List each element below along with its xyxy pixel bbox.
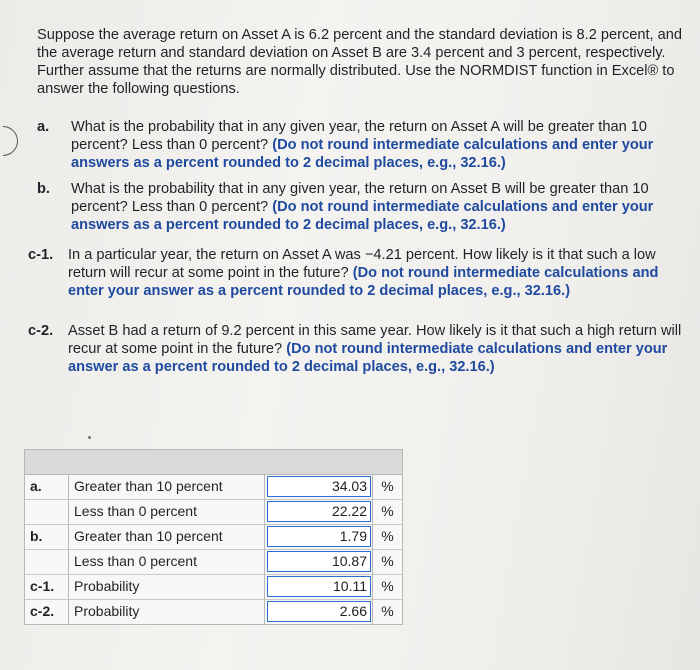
question-label: a. — [37, 119, 50, 135]
instruction-note: (Do not round intermediate calculations and enter your answer as a percent rounded to 2 decimal places, e.g., 32.16.) — [68, 341, 668, 375]
stray-dot — [88, 436, 91, 439]
instruction-note: (Do not round intermediate calculations and enter your answers as a percent rounded to 2 decimal places, e.g., 32.16.) — [71, 199, 654, 233]
table-row — [25, 599, 402, 624]
answer-table — [24, 449, 403, 625]
row-description: Probability — [68, 599, 264, 624]
table-header — [25, 450, 402, 475]
unit-label: % — [372, 474, 402, 499]
row-label: b. — [30, 528, 43, 544]
question-text: What is the probability that in any given year, the return on Asset B will be greater than 10 percent? Less than 0 percent? — [71, 181, 649, 215]
table-row — [25, 574, 402, 599]
unit-label: % — [372, 549, 402, 574]
question-text: In a particular year, the return on Asset A was −4.21 percent. How likely is it that such a low return will recur at some point in the future? — [68, 247, 656, 281]
row-label: c-2. — [30, 603, 55, 619]
unit-label: % — [372, 499, 402, 524]
question-text: Asset B had a return of 9.2 percent in this same year. How likely is it that such a high return will recur at some point in the future? — [68, 323, 682, 357]
table-row — [25, 549, 402, 574]
row-label — [25, 549, 68, 574]
problem-intro: Suppose the average return on Asset A is 6.2 percent and the standard deviation is 8.2 percent, and the average return and standard deviation on Asset B are 3.4 percent and 3 percent, respectively. Further assume that the returns are normally distributed. Use the NORMDIST function in Excel® to answer the following questions. — [37, 27, 682, 97]
row-label: a. — [30, 478, 42, 494]
unit-label: % — [372, 574, 402, 599]
answer-input[interactable]: 1.79 — [267, 526, 371, 547]
unit-label: % — [372, 599, 402, 624]
answer-input[interactable]: 22.22 — [267, 501, 371, 522]
row-description: Greater than 10 percent — [68, 474, 264, 499]
row-label — [25, 499, 68, 524]
row-description: Less than 0 percent — [68, 549, 264, 574]
answer-input[interactable]: 34.03 — [267, 476, 371, 497]
question-label: b. — [37, 181, 50, 197]
question-label: c-2. — [28, 323, 54, 339]
row-description: Less than 0 percent — [68, 499, 264, 524]
table-row — [25, 474, 402, 499]
answer-input[interactable]: 10.11 — [267, 576, 371, 597]
row-description: Probability — [68, 574, 264, 599]
table-row — [25, 524, 402, 549]
unit-label: % — [372, 524, 402, 549]
table-row — [25, 499, 402, 524]
question-label: c-1. — [28, 247, 54, 263]
answer-input[interactable]: 2.66 — [267, 601, 371, 622]
answer-input[interactable]: 10.87 — [267, 551, 371, 572]
instruction-note: (Do not round intermediate calculations and enter your answer as a percent rounded to 2 decimal places, e.g., 32.16.) — [68, 265, 659, 299]
question-text: What is the probability that in any given year, the return on Asset A will be greater than 10 percent? Less than 0 percent? — [71, 119, 647, 153]
row-label: c-1. — [30, 578, 55, 594]
page-edge-mark — [0, 120, 24, 162]
row-description: Greater than 10 percent — [68, 524, 264, 549]
instruction-note: (Do not round intermediate calculations and enter your answers as a percent rounded to 2 decimal places, e.g., 32.16.) — [71, 137, 654, 171]
